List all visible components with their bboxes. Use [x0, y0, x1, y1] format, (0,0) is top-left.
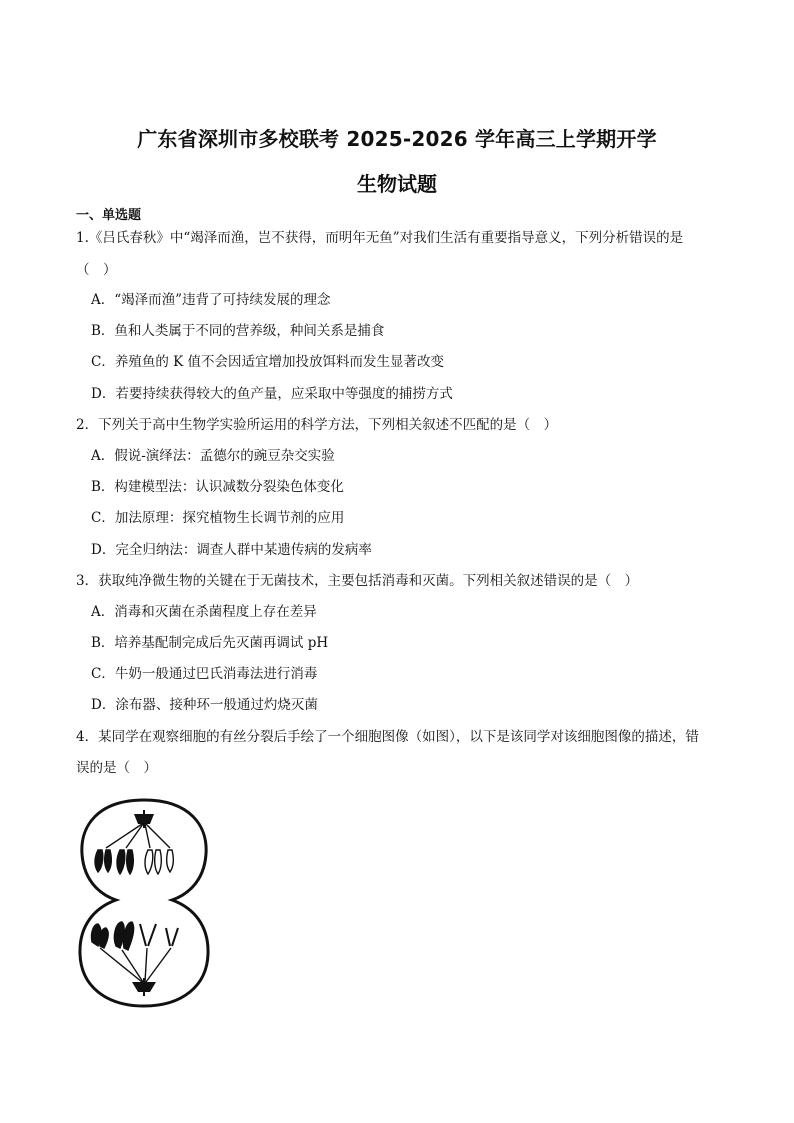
question-2-option-c: C．加法原理：探究植物生长调节剂的应用: [91, 510, 345, 526]
question-4-stem-line-1: 4．某同学在观察细胞的有丝分裂后手绘了一个细胞图像（如图），以下是该同学对该细胞图像的描述，错: [76, 729, 699, 745]
document-title: 广东省深圳市多校联考 2025-2026 学年高三上学期开学: [137, 127, 657, 151]
question-1-option-c: C．养殖鱼的 K 值不会因适宜增加投放饵料而发生显著改变: [91, 354, 444, 370]
question-3-option-a: A．消毒和灭菌在杀菌程度上存在差异: [91, 604, 317, 620]
bottom-spindle-fibers: [100, 948, 171, 982]
question-2-stem-line-1: 2．下列关于高中生物学实验所运用的科学方法，下列相关叙述不匹配的是（ ）: [76, 417, 558, 433]
document-subtitle: 生物试题: [357, 172, 437, 196]
question-2-option-a: A．假说-演绎法：孟德尔的豌豆杂交实验: [91, 448, 335, 464]
question-4-stem-line-2: 误的是（ ）: [76, 760, 157, 776]
bottom-chromosomes: [91, 922, 178, 950]
cell-membrane: [80, 800, 208, 1006]
question-3-stem-line-1: 3．获取纯净微生物的关键在于无菌技术，主要包括消毒和灭菌。下列相关叙述错误的是（ ）: [76, 573, 639, 589]
question-3-option-d: D．涂布器、接种环一般通过灼烧灭菌: [91, 697, 318, 713]
question-2-option-d: D．完全归纳法：调查人群中某遗传病的发病率: [91, 542, 372, 558]
cell-division-figure: [76, 796, 212, 1010]
top-chromosomes: [95, 850, 173, 874]
question-1-stem-line-2: （ ）: [76, 262, 117, 278]
question-1-option-d: D．若要持续获得较大的鱼产量，应采取中等强度的捕捞方式: [91, 386, 453, 402]
question-1-option-b: B．鱼和人类属于不同的营养级，种间关系是捕食: [91, 323, 385, 339]
question-3-option-c: C．牛奶一般通过巴氏消毒法进行消毒: [91, 666, 318, 682]
top-spindle-fibers: [106, 824, 170, 848]
question-1-stem-line-1: 1.《吕氏春秋》中“竭泽而渔，岂不获得，而明年无鱼”对我们生活有重要指导意义，下列分析错误的是: [76, 230, 684, 246]
section-heading: 一、单选题: [76, 208, 142, 223]
question-2-option-b: B．构建模型法：认识减数分裂染色体变化: [91, 479, 344, 495]
question-1-option-a: A．“竭泽而渔”违背了可持续发展的理念: [91, 292, 331, 308]
question-3-option-b: B．培养基配制完成后先灭菌再调试 pH: [91, 635, 329, 651]
